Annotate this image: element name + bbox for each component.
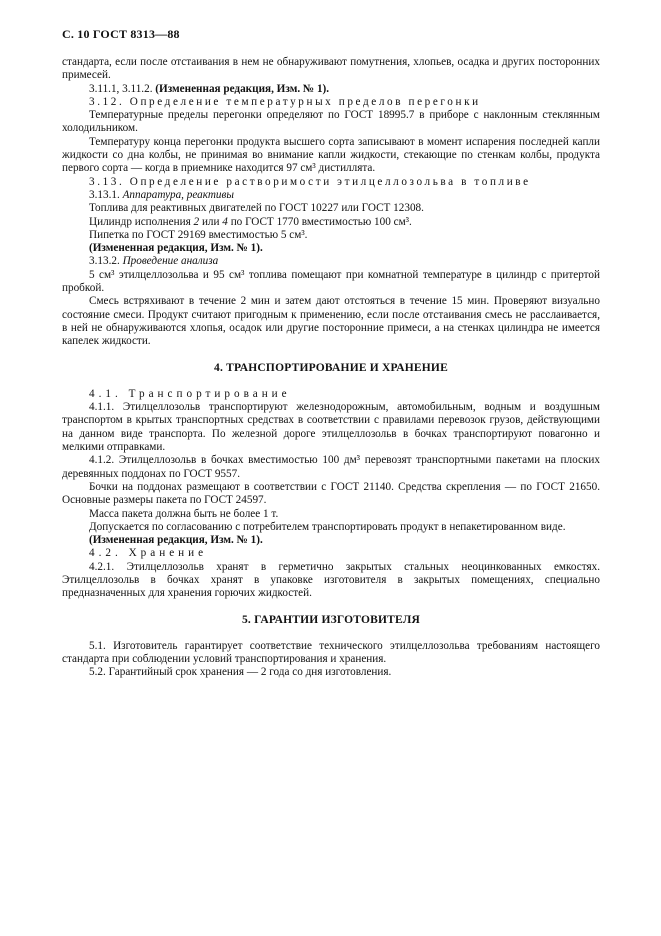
paragraph: Бочки на поддонах размещают в соответствии с ГОСТ 21140. Средства скрепления — по ГОСТ 21650. Основные размеры пакета по ГОСТ 24597. (62, 480, 600, 507)
paragraph: Смесь встряхивают в течение 2 мин и затем дают отстояться в течение 15 мин. Проверяют визуально состояние смеси. Продукт считают пригодным к применению, если после отстаивания смесь не расслаивается, в ней не обнаруживаются хлопья, осадок или другие посторонние примеси, а на стенках цилиндра не имеется капелек жидкости. (62, 295, 600, 348)
paragraph: Допускается по согласованию с потребителем транспортировать продукт в непакетированном виде. (89, 520, 566, 533)
paragraph: Цилиндр исполнения 2 или 4 по ГОСТ 1770 вместимостью 100 см³. (89, 215, 412, 228)
paragraph: 5.1. Изготовитель гарантирует соответствие технического этилцеллозольва требованиям настоящего стандарта при соблюдении условий транспортирования и хранения. (62, 639, 600, 666)
paragraph: 5.2. Гарантийный срок хранения — 2 года со дня изготовления. (89, 666, 392, 679)
paragraph: 4.1.1. Этилцеллозольв транспортируют железнодорожным, автомобильным, водным и воздушным транспортом в крытых транспортных средствах в соответствии с правилами перевозок грузов, действующими на данном виде транспорта. По железной дороге этилцеллозольв в бочках транспортируют повагонно и мелкими отправками. (62, 401, 600, 454)
paragraph: Температуру конца перегонки продукта высшего сорта записывают в момент испарения последней капли жидкости со дна колбы, не принимая во внимание капли жидкости, стекающие по стенкам колбы, продукта первого сорта — когда в приемнике находится 97 см³ дистиллята. (62, 135, 600, 175)
subsection-heading: 4.2. Хранение (89, 547, 208, 560)
paragraph: 3.13.1. Аппаратура, реактивы (89, 188, 234, 201)
paragraph: Топлива для реактивных двигателей по ГОСТ 10227 или ГОСТ 12308. (89, 202, 424, 215)
paragraph: 4.1.2. Этилцеллозольв в бочках вместимостью 100 дм³ перевозят транспортными пакетами на плоских деревянных поддонах по ГОСТ 9557. (62, 454, 600, 480)
paragraph: Пипетка по ГОСТ 29169 вместимостью 5 см³. (89, 228, 308, 241)
paragraph: 3.11.1, 3.11.2. (Измененная редакция, Изм. № 1). (89, 82, 330, 95)
paragraph: стандарта, если после отстаивания в нем не обнаруживают помутнения, хлопьев, осадка и других посторонних примесей. (62, 56, 600, 82)
subsection-heading: 4.1. Транспортирование (89, 387, 291, 400)
document-body (62, 56, 600, 680)
amendment-note: (Измененная редакция, Изм. № 1). (89, 242, 263, 255)
paragraph: 4.2.1. Этилцеллозольв хранят в герметично закрытых стальных неоцинкованных емкостях. Этилцеллозольв в бочках хранят в упаковке изготовителя в закрытых помещениях, специально предназначенных для хранения горючих жидкостей. (62, 560, 600, 600)
amendment-note: (Измененная редакция, Изм. № 1). (155, 82, 330, 95)
subsection-heading: 3.13. Определение растворимости этилцеллозольва в топливе (89, 175, 531, 188)
amendment-note: (Измененная редакция, Изм. № 1). (89, 534, 263, 547)
paragraph: Температурные пределы перегонки определяют по ГОСТ 18995.7 в приборе с наклонным стеклянным холодильником. (62, 109, 600, 135)
section-title: 5. ГАРАНТИИ ИЗГОТОВИТЕЛЯ (241, 613, 421, 626)
section-title: 4. ТРАНСПОРТИРОВАНИЕ И ХРАНЕНИЕ (214, 361, 448, 374)
paragraph: Масса пакета должна быть не более 1 т. (89, 507, 279, 520)
paragraph: 5 см³ этилцеллозольва и 95 см³ топлива помещают при комнатной температуре в цилиндр с притертой пробкой. (62, 268, 600, 295)
subsection-heading: 3.12. Определение температурных пределов перегонки (89, 95, 481, 108)
page-header: С. 10 ГОСТ 8313—88 (62, 27, 180, 41)
paragraph: 3.13.2. Проведение анализа (89, 255, 219, 268)
